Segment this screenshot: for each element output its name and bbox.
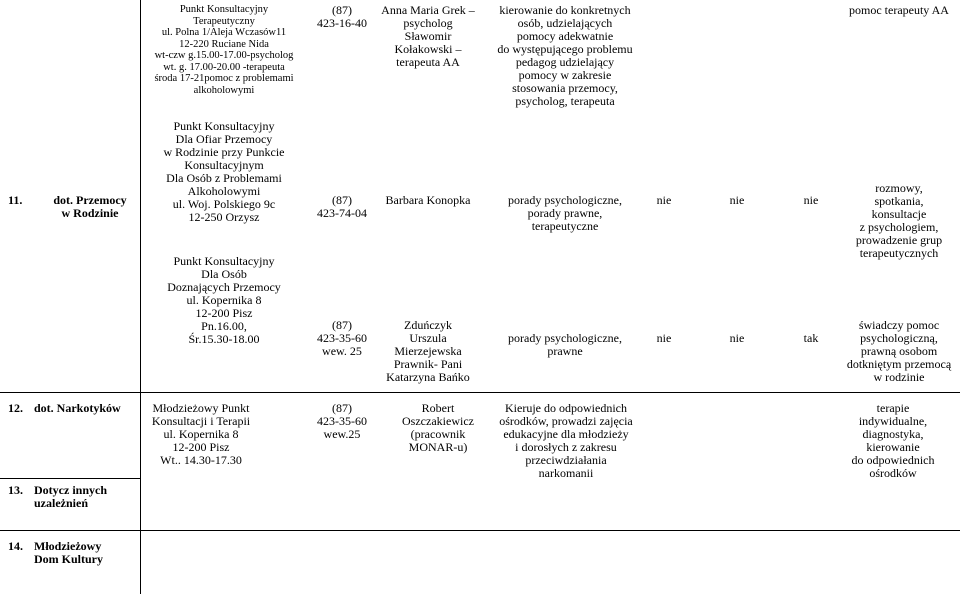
top-help: pomoc terapeuty AA	[849, 3, 949, 17]
row11b-flag-3: tak	[803, 331, 819, 345]
row11a-address: Punkt Konsultacyjny Dla Ofiar Przemocy w Rodzinie przy Punkcie Konsultacyjnym Dla Osób z Problemami Alkoholowymi ul. Woj. Polskiego 9c 12-250 Orzysz	[163, 119, 285, 224]
row12-phone: (87) 423-35-60 wew.25	[317, 401, 367, 441]
row11b-flag-2: nie	[729, 331, 745, 345]
row12-services: Kieruje do odpowiednich ośrodków, prowadzi zajęcia edukacyjne dla młodzieży i dorosłych z zakresu przeciwdziałania narkomanii	[499, 401, 633, 480]
row14-category: Młodzieżowy Dom Kultury	[34, 539, 103, 566]
top-services: kierowanie do konkretnych osób, udzielających pomocy adekwatnie do występującego problemu pedagog udzielający pomocy w zakresie stosowania przemocy, psycholog, terapeuta	[497, 3, 633, 108]
row14-number: 14.	[8, 539, 23, 553]
row11-category: dot. Przemocy w Rodzinie	[53, 193, 127, 220]
row12-staff: Robert Oszczakiewicz (pracownik MONAR-u)	[402, 401, 474, 454]
row11b-staff: Zduńczyk Urszula Mierzejewska Prawnik- Pani Katarzyna Bańko	[386, 318, 470, 384]
row11a-flag-3: nie	[803, 193, 819, 207]
row11a-flag-2: nie	[729, 193, 745, 207]
row13-category: Dotycz innych uzależnień	[34, 483, 107, 510]
row12-help: terapie indywidualne, diagnostyka, kierowanie do odpowiednich ośrodków	[851, 401, 935, 480]
row11a-flag-1: nie	[656, 193, 672, 207]
top-phone: (87) 423-16-40	[317, 3, 367, 30]
grid-line	[0, 392, 960, 393]
row11b-flag-1: nie	[656, 331, 672, 345]
row13-number: 13.	[8, 483, 23, 497]
top-address: Punkt Konsultacyjny Terapeutyczny ul. Polna 1/Aleja Wczasów11 12-220 Ruciane Nida wt-czw g.15.00-17.00-psycholog wt. g. 17.00-20.00 -terapeuta środa 17-21pomoc z problemami alkoholowymi	[154, 4, 294, 96]
top-staff: Anna Maria Grek – psycholog Sławomir Kołakowski – terapeuta AA	[381, 3, 475, 69]
grid-line	[0, 530, 960, 531]
row12-category: dot. Narkotyków	[34, 401, 121, 415]
row11a-phone: (87) 423-74-04	[317, 193, 367, 220]
row11b-services: porady psychologiczne, prawne	[508, 331, 622, 358]
row11a-services: porady psychologiczne, porady prawne, terapeutyczne	[508, 193, 622, 233]
row11a-help: rozmowy, spotkania, konsultacje z psychologiem, prowadzenie grup terapeutycznych	[855, 181, 943, 260]
row12-number: 12.	[8, 401, 23, 415]
row11b-address: Punkt Konsultacyjny Dla Osób Doznających Przemocy ul. Kopernika 8 12-200 Pisz Pn.16.00, Śr.15.30-18.00	[167, 254, 281, 346]
row11b-phone: (87) 423-35-60 wew. 25	[317, 318, 367, 358]
row11b-help: świadczy pomoc psychologiczną, prawną osobom dotkniętym przemocą w rodzinie	[846, 318, 952, 384]
row12-address: Młodzieżowy Punkt Konsultacji i Terapii ul. Kopernika 8 12-200 Pisz Wt.. 14.30-17.30	[151, 401, 251, 467]
row11a-staff: Barbara Konopka	[385, 193, 471, 207]
row11-number: 11.	[8, 193, 23, 207]
grid-line	[0, 478, 140, 479]
